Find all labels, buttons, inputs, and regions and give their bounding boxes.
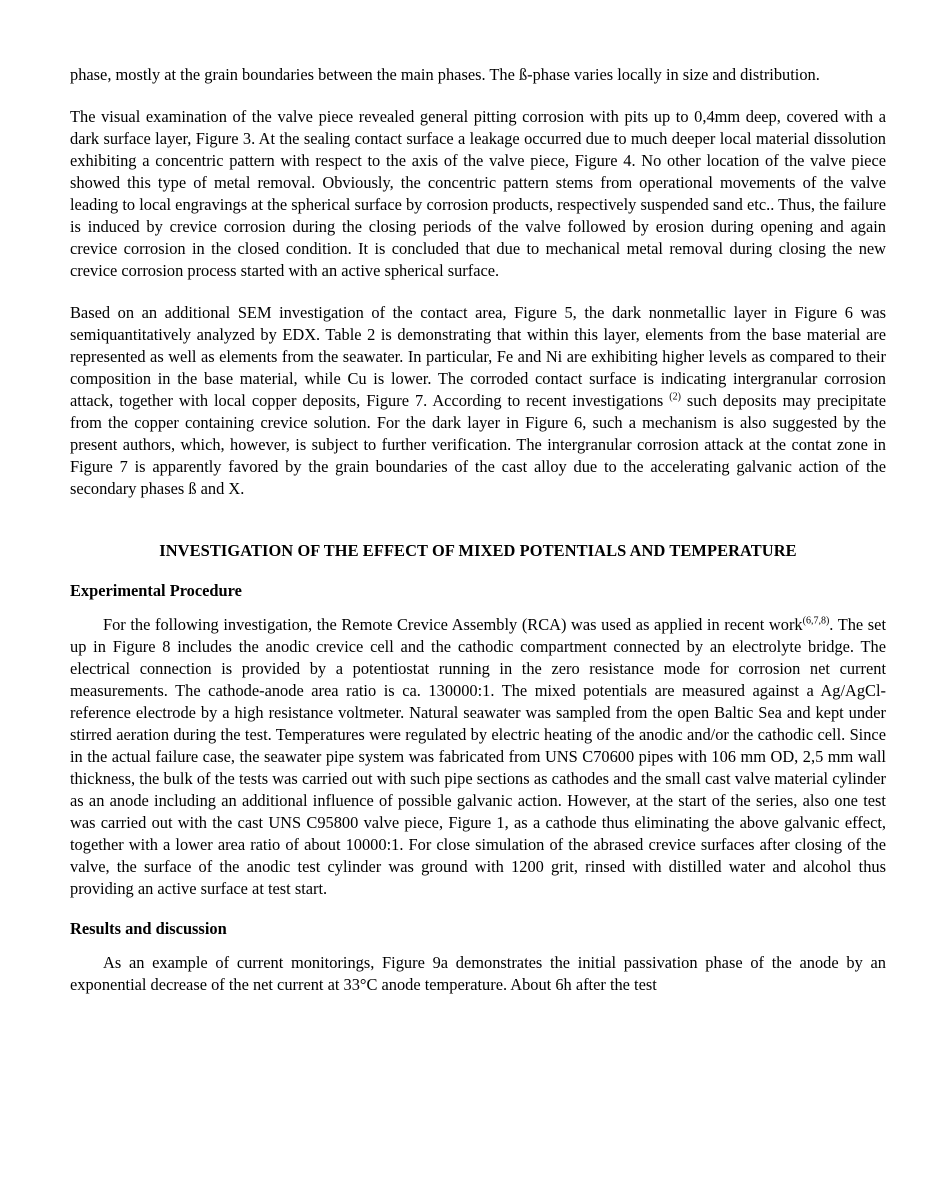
reference-6-7-8: (6,7,8): [802, 615, 830, 627]
results-discussion-heading: Results and discussion: [70, 919, 227, 938]
experimental-text-1: For the following investigation, the Remote Crevice Assembly (RCA) was used as applied in recent work: [103, 615, 803, 634]
paragraph-experimental-procedure: [70, 614, 886, 900]
paragraph-sem-text-1: Based on an additional SEM investigation of the contact area, Figure 5, the dark nonmetallic layer in Figure 6 was semiquantitatively analyzed by EDX. Table 2 is demonstrating that within this layer, elements from the base material are represented as well as elements from the seawater. In particular, Fe and Ni are exhibiting higher levels as compared to their composition in the base material, while Cu is lower. The corroded contact surface is indicating intergranular corrosion attack, together with local copper deposits, Figure 7. According to recent investigations: [70, 303, 886, 410]
experimental-text-2: . The set up in Figure 8 includes the anodic crevice cell and the cathodic compartment connected by an electrolyte bridge. The electrical connection is provided by a potentiostat running in the zero resistance mode for corrosion net current measurements. The cathode-anode area ratio is ca. 130000:1. The mixed potentials are measured against a Ag/AgCl-reference electrode by a high resistance voltmeter. Natural seawater was sampled from the open Baltic Sea and kept under stirred aeration during the test. Temperatures were regulated by electric heating of the anodic and/or the cathodic cell. Since in the actual failure case, the seawater pipe system was fabricated from UNS C70600 pipes with 106 mm OD, 2,5 mm wall thickness, the bulk of the tests was carried out with such pipe sections as cathodes and the small cast valve material cylinder as an anode including an additional influence of possible galvanic action. However, at the start of the series, also one test was carried out with the cast UNS C95800 valve piece, Figure 1, as a cathode thus eliminating the above galvanic effect, together with a lower area ratio of about 10000:1. For close simulation of the abrased crevice surfaces after closing of the valve, the surface of the anodic test cylinder was ground with 1200 grit, rinsed with distilled water and alcohol thus providing an active surface at test start.: [70, 615, 886, 898]
reference-2: (2): [669, 391, 681, 403]
paragraph-sem-investigation: [70, 302, 886, 500]
paragraph-results: As an example of current monitorings, Figure 9a demonstrates the initial passivation phase of the anode by an exponential decrease of the net current at 33°C anode temperature. About 6h after the test: [70, 953, 886, 994]
paragraph-sem-text-2: such deposits may precipitate from the copper containing crevice solution. For the dark layer in Figure 6, such a mechanism is also suggested by the present authors, which, however, is subject to further verification. The intergranular corrosion attack at the contat zone in Figure 7 is apparently favored by the grain boundaries of the cast alloy due to the accelerating galvanic action of the secondary phases ß and X.: [70, 391, 886, 498]
section-heading: INVESTIGATION OF THE EFFECT OF MIXED POTENTIALS AND TEMPERATURE: [159, 541, 797, 560]
paragraph-phase-distribution: phase, mostly at the grain boundaries between the main phases. The ß-phase varies locally in size and distribution.: [70, 65, 820, 84]
experimental-procedure-heading: Experimental Procedure: [70, 581, 242, 600]
page-body: [70, 64, 886, 996]
paragraph-visual-examination: The visual examination of the valve piece revealed general pitting corrosion with pits up to 0,4mm deep, covered with a dark surface layer, Figure 3. At the sealing contact surface a leakage occurred due to much deeper local material dissolution exhibiting a concentric pattern with respect to the axis of the valve piece, Figure 4. No other location of the valve piece showed this type of metal removal. Obviously, the concentric pattern stems from operational movements of the valve leading to local engravings at the spherical surface by corrosion products, respectively suspended sand etc.. Thus, the failure is induced by crevice corrosion during the closing periods of the valve followed by erosion during opening and again crevice corrosion in the closed condition. It is concluded that due to mechanical metal removal during closing the new crevice corrosion process started with an active spherical surface.: [70, 107, 886, 280]
